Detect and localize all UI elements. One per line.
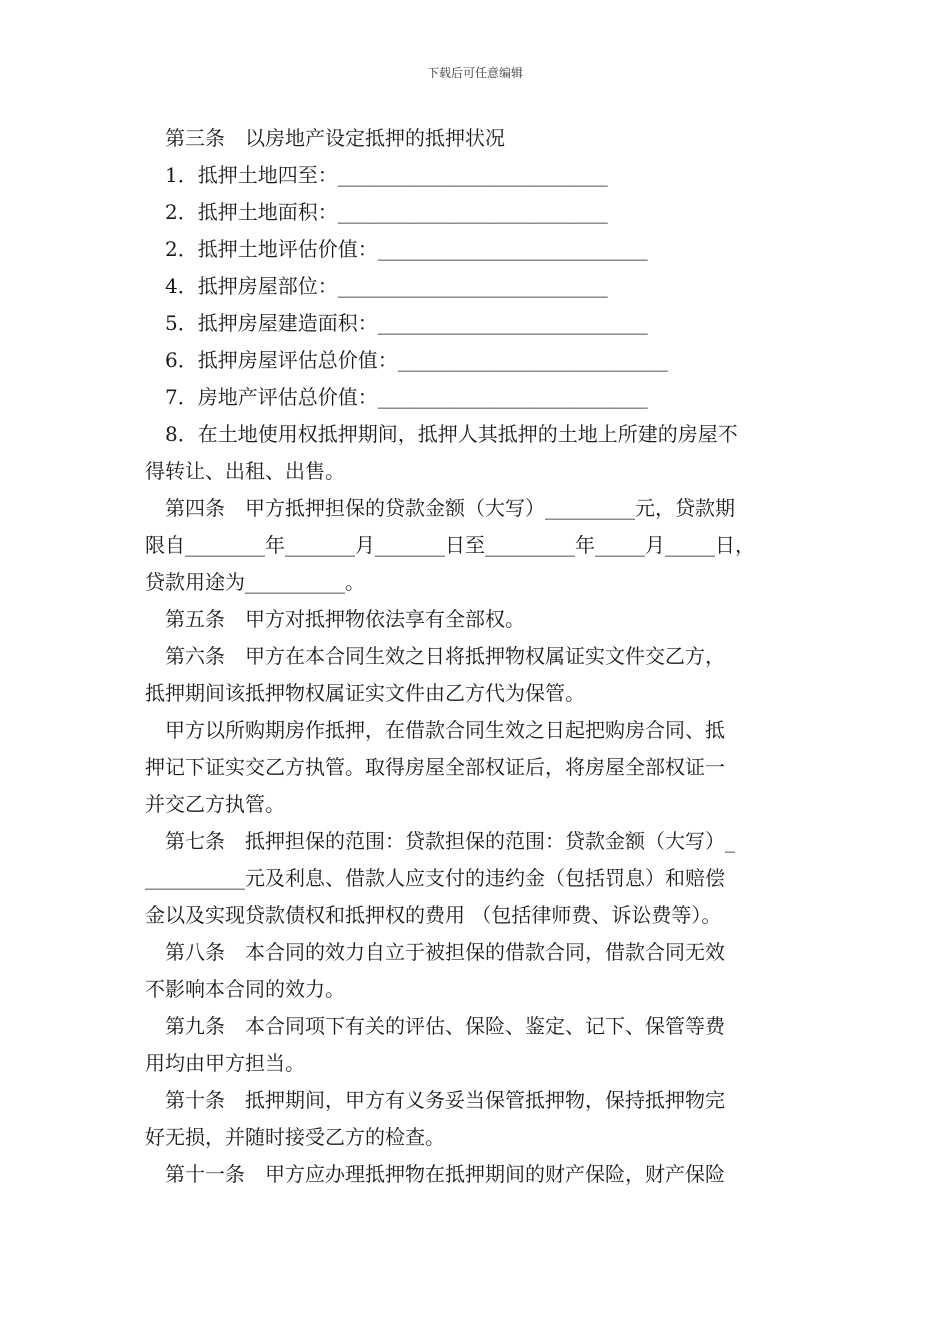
article-4-cont-1: 限自________年_______月_______日至_________年_____月_____日， [145,533,755,557]
item-6: 6．抵押房屋评估总价值：___________________________ [165,348,668,372]
article-10: 第十条 抵押期间，甲方有义务妥当保管抵押物，保持抵押物完 [165,1088,725,1112]
article-8-cont: 不影响本合同的效力。 [145,977,345,1001]
article-4-cont-2: 贷款用途为__________。 [145,570,365,594]
article-11: 第十一条 甲方应办理抵押物在抵押期间的财产保险，财产保险 [165,1162,725,1186]
article-10-cont: 好无损，并随时接受乙方的检查。 [145,1125,445,1149]
item-1: 1．抵押土地四至：___________________________ [165,163,608,187]
paragraph-presale: 甲方以所购期房作抵押，在借款合同生效之日起把购房合同、抵 [165,718,725,742]
article-9-cont: 用均由甲方担当。 [145,1051,305,1075]
article-9: 第九条 本合同项下有关的评估、保险、鉴定、记下、保管等费 [165,1014,725,1038]
document-body [145,120,810,1193]
item-4: 4．抵押房屋部位：___________________________ [165,274,608,298]
item-5: 5．抵押房屋建造面积：___________________________ [165,311,648,335]
item-2: 2．抵押土地面积：___________________________ [165,200,608,224]
item-7: 7．房地产评估总价值：___________________________ [165,385,648,409]
article-8: 第八条 本合同的效力自立于被担保的借款合同，借款合同无效 [165,940,725,964]
article-7-cont-2: 金以及实现贷款债权和抵押权的费用 （包括律师费、诉讼费等）。 [145,903,722,927]
article-7-cont-1: __________元及利息、借款人应支付的违约金（包括罚息）和赔偿 [145,866,725,890]
paragraph-presale-cont-2: 并交乙方执管。 [145,792,285,816]
item-8: 8．在土地使用权抵押期间，抵押人其抵押的土地上所建的房屋不 [165,422,738,446]
item-8-cont: 得转让、出租、出售。 [145,459,345,483]
article-3-heading: 第三条 以房地产设定抵押的抵押状况 [165,126,505,150]
page-header: 下载后可任意编辑 [426,66,523,80]
article-4: 第四条 甲方抵押担保的贷款金额（大写）_________元，贷款期 [165,496,735,520]
article-6: 第六条 甲方在本合同生效之日将抵押物权属证实文件交乙方， [165,644,725,668]
article-6-cont: 抵押期间该抵押物权属证实文件由乙方代为保管。 [145,681,585,705]
article-5: 第五条 甲方对抵押物依法享有全部权。 [165,607,525,631]
article-7: 第七条 抵押担保的范围：贷款担保的范围：贷款金额（大写）_ [165,829,735,853]
paragraph-presale-cont-1: 押记下证实交乙方执管。取得房屋全部权证后，将房屋全部权证一 [145,755,725,779]
item-3: 2．抵押土地评估价值：___________________________ [165,237,648,261]
